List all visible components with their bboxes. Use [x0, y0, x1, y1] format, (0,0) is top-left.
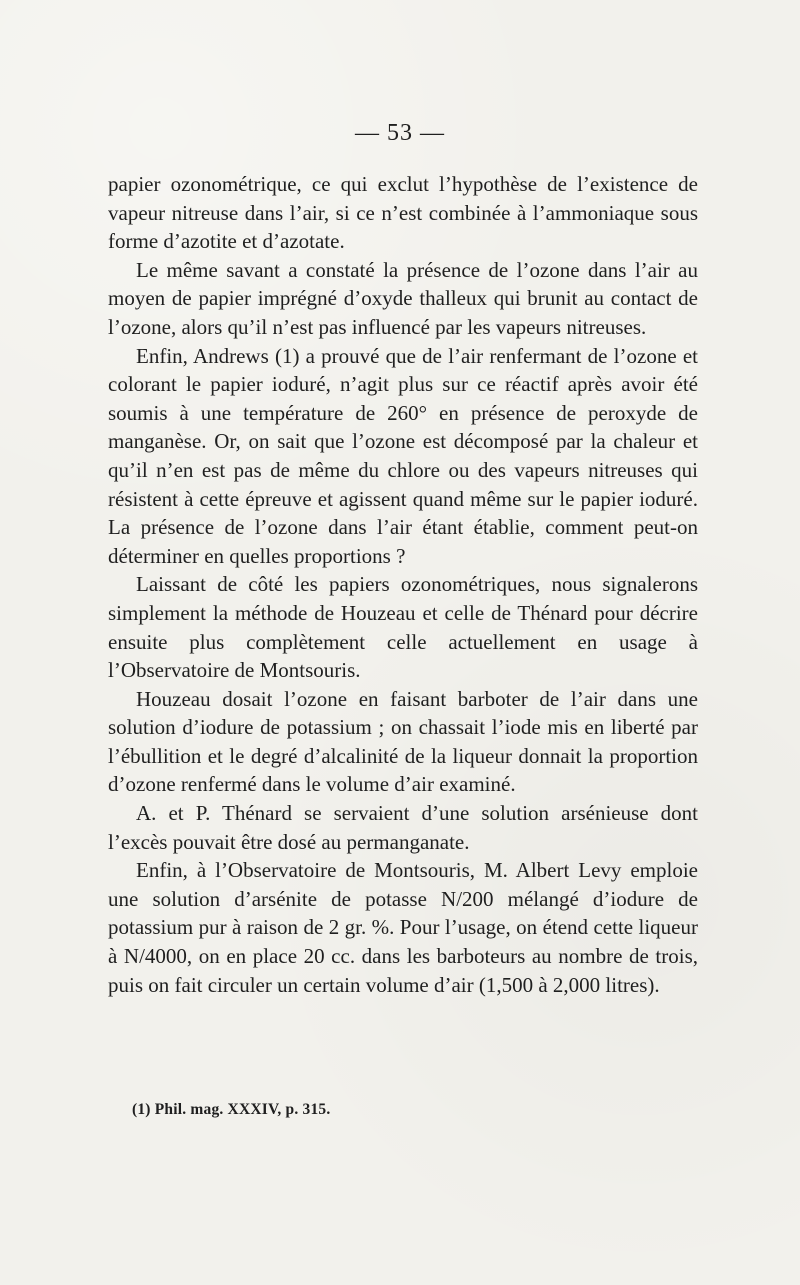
body-text: [108, 170, 698, 999]
paragraph-4: Laissant de côté les papiers ozonométriques, nous signalerons simplement la méthode de Houzeau et celle de Thénard pour décrire ensuite plus complètement celle actuellement en usage à l’Observatoire de Montsouris.: [108, 572, 698, 683]
paragraph-3: Enfin, Andrews (1) a prouvé que de l’air renfermant de l’ozone et colorant le papier ioduré, n’agit plus sur ce réactif après avoir été soumis à une température de 260° en présence de peroxyde de manganèse. Or, on sait que l’ozone est décomposé par la chaleur et qu’il n’en est pas de même du chlore ou des vapeurs nitreuses qui résistent à cette épreuve et agissent quand même sur le papier ioduré. La présence de l’ozone dans l’air étant établie, comment peut-on déterminer en quelles proportions ?: [108, 343, 698, 568]
paragraph-7: Enfin, à l’Observatoire de Montsouris, M. Albert Levy emploie une solution d’arsénite de potasse N/200 mélangé d’iodure de potassium pur à raison de 2 gr. %. Pour l’usage, on étend cette liqueur à N/4000, on en place 20 cc. dans les barboteurs au nombre de trois, puis on fait circuler un certain volume d’air (1,500 à 2,000 litres).: [108, 858, 698, 997]
paragraph-2: Le même savant a constaté la présence de l’ozone dans l’air au moyen de papier imprégné d’oxyde thalleux qui brunit au contact de l’ozone, alors qu’il n’est pas influencé par les vapeurs nitreuses.: [108, 257, 698, 339]
paragraph-5: Houzeau dosait l’ozone en faisant barboter de l’air dans une solution d’iodure de potassium ; on chassait l’iode mis en liberté par l’ébullition et le degré d’alcalinité de la liqueur donnait la proportion d’ozone renfermé dans le volume d’air examiné.: [108, 686, 698, 797]
paragraph-1: papier ozonométrique, ce qui exclut l’hypothèse de l’existence de vapeur nitreuse dans l’air, si ce n’est combinée à l’ammoniaque sous forme d’azotite et d’azotate.: [108, 172, 698, 254]
footnote: (1) Phil. mag. XXXIV, p. 315.: [132, 1101, 331, 1118]
page-number: — 53 —: [355, 120, 445, 146]
paragraph-6: A. et P. Thénard se servaient d’une solution arsénieuse dont l’excès pouvait être dosé au permanganate.: [108, 801, 698, 854]
